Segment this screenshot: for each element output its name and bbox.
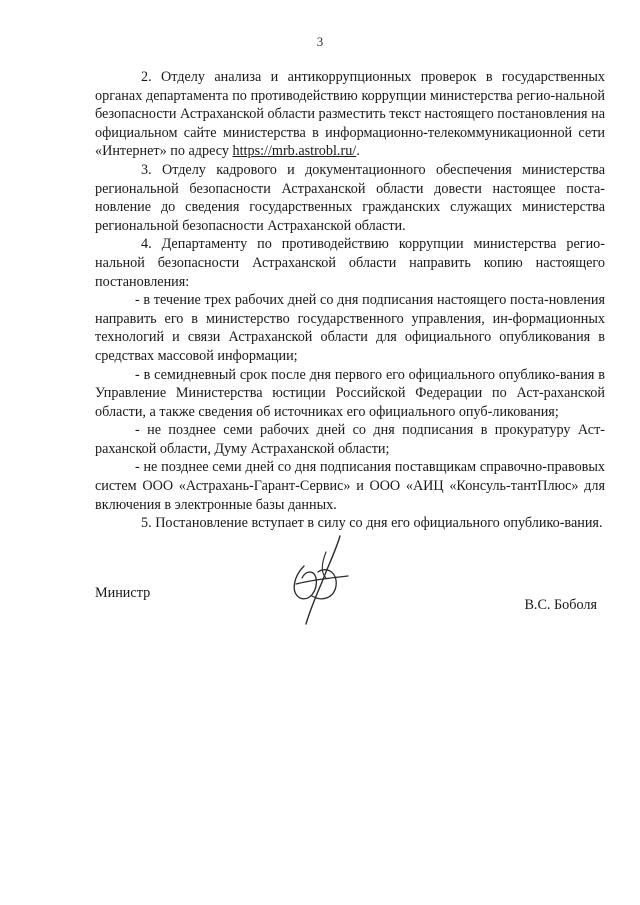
paragraph-3: 3. Отделу кадрового и документационного обеспечения министерства региональной безопасности Астраханской области довести настоящее поста-новление до сведения государственных гражданских служащих министерства региональной безопасности Астраханской области. (95, 161, 605, 234)
paragraph-2-text: 2. Отделу анализа и антикоррупционных проверок в государственных органах департамента по противодействию коррупции министерства регио-нальной безопасности Астраханской области разместить текст настоящего постановления на официальном сайте министерства в информационно-телекоммуникационной сети «Интернет» по адресу (95, 69, 605, 160)
list-item-legal-systems: - не позднее семи дней со дня подписания поставщикам справочно-правовых систем ООО «Астрахань-Гарант-Сервис» и ООО «АИЦ «Консуль-тантПлюс» для включения в электронные базы данных. (95, 459, 605, 513)
paragraph-2 (95, 68, 605, 161)
website-link[interactable]: https://mrb.astrobl.ru/ (232, 143, 357, 160)
signatory-name: В.С. Боболя (524, 597, 597, 613)
list-item-prosecutor: - не позднее семи рабочих дней со дня подписания в прокуратуру Аст-раханской области, Думу Астраханской области; (95, 422, 605, 457)
handwritten-signature (282, 532, 362, 628)
signatory-title: Министр (95, 585, 151, 601)
paragraph-4: 4. Департаменту по противодействию коррупции министерства регио-нальной безопасности Астраханской области направить копию настоящего постановления: (95, 236, 605, 290)
list-item-publication: - в течение трех рабочих дней со дня подписания настоящего поста-новления направить его в министерство государственного управления, ин-формационных технологий и связи Астраханской области для официального опубликования в средствах массовой информации; (95, 292, 605, 364)
paragraph-2-end: . (356, 143, 360, 160)
document-body (95, 68, 605, 533)
paragraph-5: 5. Постановление вступает в силу со дня его официального опублико-вания. (141, 515, 603, 532)
page-number: 3 (316, 34, 324, 49)
list-item-ministry-justice: - в семидневный срок после дня первого его официального опублико-вания в Управление Министерства юстиции Российской Федерации по Аст-раханской области, а также сведения об источниках его официального опуб-ликования; (95, 366, 605, 420)
